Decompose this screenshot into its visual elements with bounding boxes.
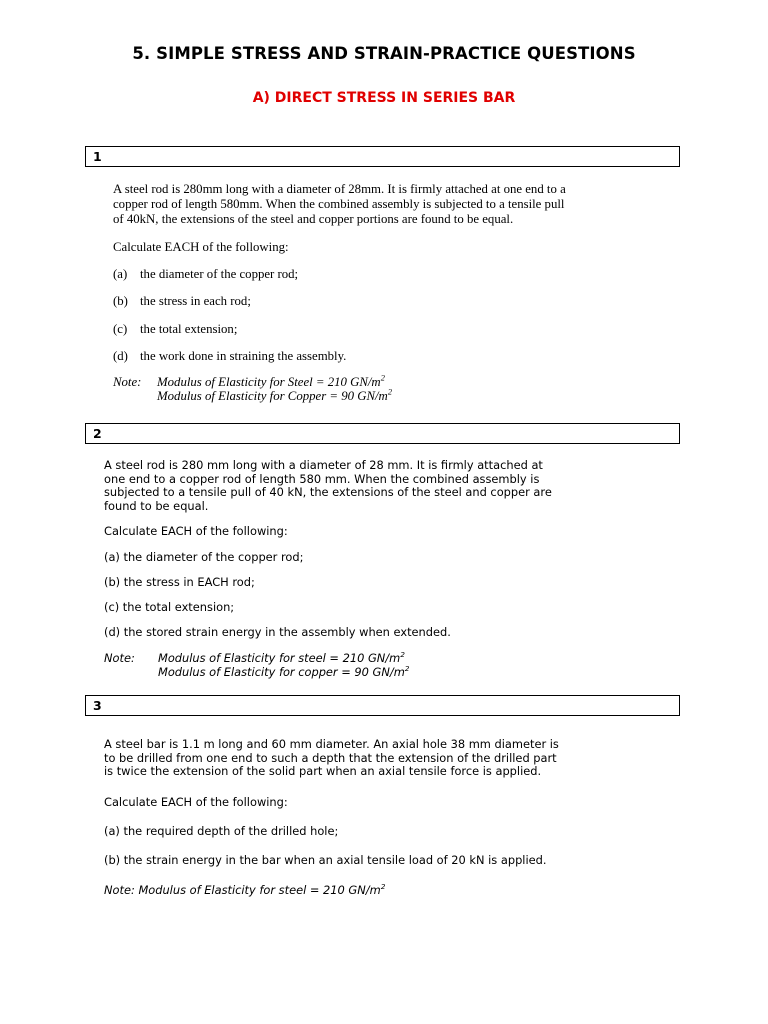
list-item: (b) the stress in each rod;	[113, 294, 251, 308]
list-item: (a) the diameter of the copper rod;	[104, 550, 304, 564]
question-3-body	[104, 737, 594, 897]
question-2-body	[104, 458, 592, 679]
note-line: Modulus of Elasticity for Copper = 90 $GN/m^2$	[157, 387, 392, 403]
question-prompt: Calculate EACH of the following:	[104, 795, 288, 809]
question-number: 3	[93, 698, 102, 713]
question-number: 1	[93, 149, 102, 164]
page-title: 5. SIMPLE STRESS AND STRAIN-PRACTICE QUESTIONS	[132, 44, 636, 63]
note-line: Modulus of Elasticity for copper = 90 $GN/m^2$	[158, 664, 410, 679]
list-item: (b) the stress in EACH rod;	[104, 575, 255, 589]
note: Note: Modulus of Elasticity for steel = 210 $GN/m^2$	[104, 882, 386, 897]
question-1-body	[113, 182, 638, 403]
question-intro: A steel bar is 1.1 m long and 60 mm diameter. An axial hole 38 mm diameter is to be drilled from one end to such a depth that the extension of the drilled part is twice the extension of the solid part when an axial tensile force is applied.	[104, 737, 559, 778]
list-item: (a) the diameter of the copper rod;	[113, 267, 299, 281]
question-number-box-2	[85, 423, 680, 444]
question-number: 2	[93, 426, 102, 441]
question-number-box-3	[85, 695, 680, 716]
list-item: (a) the required depth of the drilled hole;	[104, 824, 339, 838]
question-number-box-1	[85, 146, 680, 167]
list-item: (c) the total extension;	[104, 600, 235, 614]
question-prompt: Calculate EACH of the following:	[104, 524, 288, 538]
note: Note: Modulus of Elasticity for steel = 210 $GN/m^2$	[104, 650, 405, 665]
question-intro: A steel rod is 280 mm long with a diameter of 28 mm. It is firmly attached at one end to a copper rod of length 580 mm. When the combined assembly is subjected to a tensile pull of 40 kN, the extensions of the steel and copper are found to be equal.	[104, 458, 552, 513]
note: Note: Modulus of Elasticity for Steel = 210 $GN/m^2$	[113, 373, 385, 389]
question-prompt: Calculate EACH of the following:	[113, 240, 289, 254]
list-item: (d) the stored strain energy in the assembly when extended.	[104, 625, 451, 639]
list-item: (d) the work done in straining the assembly.	[113, 349, 347, 363]
question-intro: A steel rod is 280mm long with a diameter of 28mm. It is firmly attached at one end to a copper rod of length 580mm. When the combined assembly is subjected to a tensile pull of 40kN, the extensions of the steel and copper portions are found to be equal.	[113, 182, 566, 226]
list-item: (b) the strain energy in the bar when an axial tensile load of 20 kN is applied.	[104, 853, 547, 867]
list-item: (c) the total extension;	[113, 322, 238, 336]
section-heading: A) DIRECT STRESS IN SERIES BAR	[252, 90, 516, 106]
